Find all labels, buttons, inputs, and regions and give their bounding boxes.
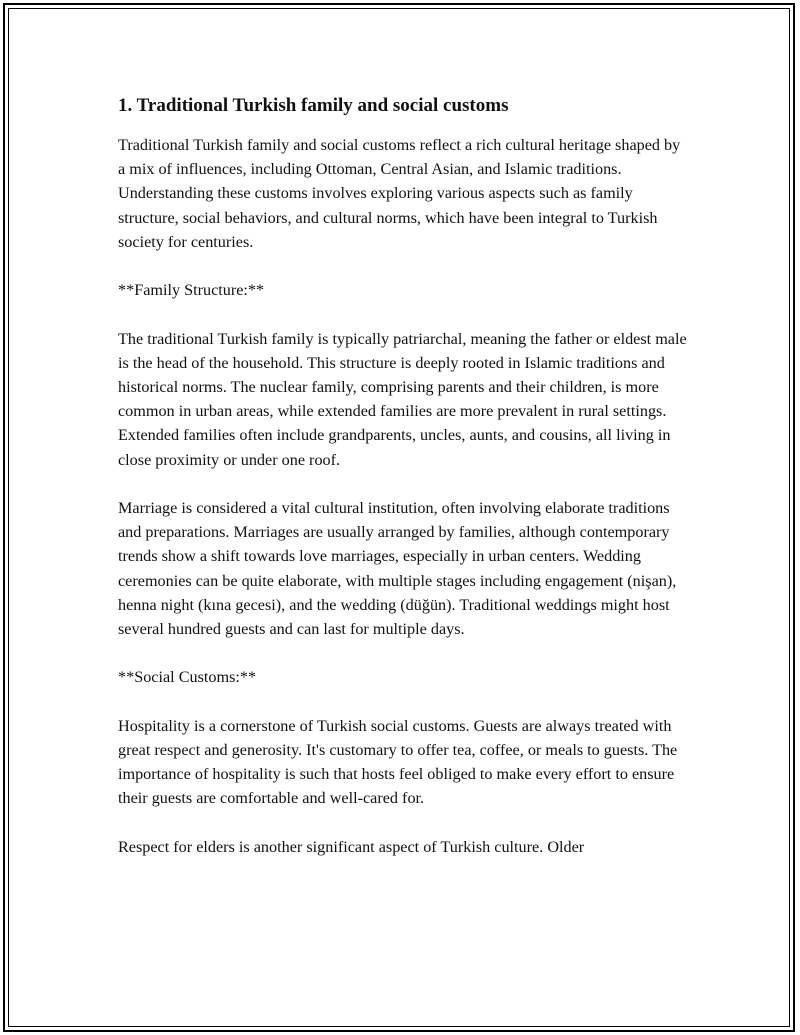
social-customs-subheading: **Social Customs:**	[118, 668, 257, 687]
document-body	[118, 93, 688, 883]
section-heading: 1. Traditional Turkish family and social customs	[118, 95, 509, 116]
hospitality-paragraph: Hospitality is a cornerstone of Turkish social customs. Guests are always treated with great respect and generosity. It's customary to offer tea, coffee, or meals to guests. The importance of hospitality is such that hosts feel obliged to make every effort to ensure their guests are comfortable and well-cared for.	[118, 716, 678, 808]
intro-paragraph: Traditional Turkish family and social customs reflect a rich cultural heritage shaped by a mix of influences, including Ottoman, Central Asian, and Islamic traditions. Understanding these customs involves exploring various aspects such as family structure, social behaviors, and cultural norms, which have been integral to Turkish society for centuries.	[118, 136, 681, 251]
marriage-paragraph: Marriage is considered a vital cultural institution, often involving elaborate traditions and preparations. Marriages are usually arranged by families, although contemporary trends show a shift towards love marriages, especially in urban centers. Wedding ceremonies can be quite elaborate, with multiple stages including engagement (nişan), henna night (kına gecesi), and the wedding (düğün). Traditional weddings might host several hundred guests and can last for multiple days.	[118, 499, 677, 639]
family-structure-subheading: **Family Structure:**	[118, 281, 265, 300]
family-structure-paragraph: The traditional Turkish family is typically patriarchal, meaning the father or eldest male is the head of the household. This structure is deeply rooted in Islamic traditions and historical norms. The nuclear family, comprising parents and their children, is more common in urban areas, while extended families are more prevalent in rural settings. Extended families often include grandparents, uncles, aunts, and cousins, all living in close proximity or under one roof.	[118, 329, 687, 469]
elders-paragraph: Respect for elders is another significant aspect of Turkish culture. Older	[118, 837, 585, 856]
